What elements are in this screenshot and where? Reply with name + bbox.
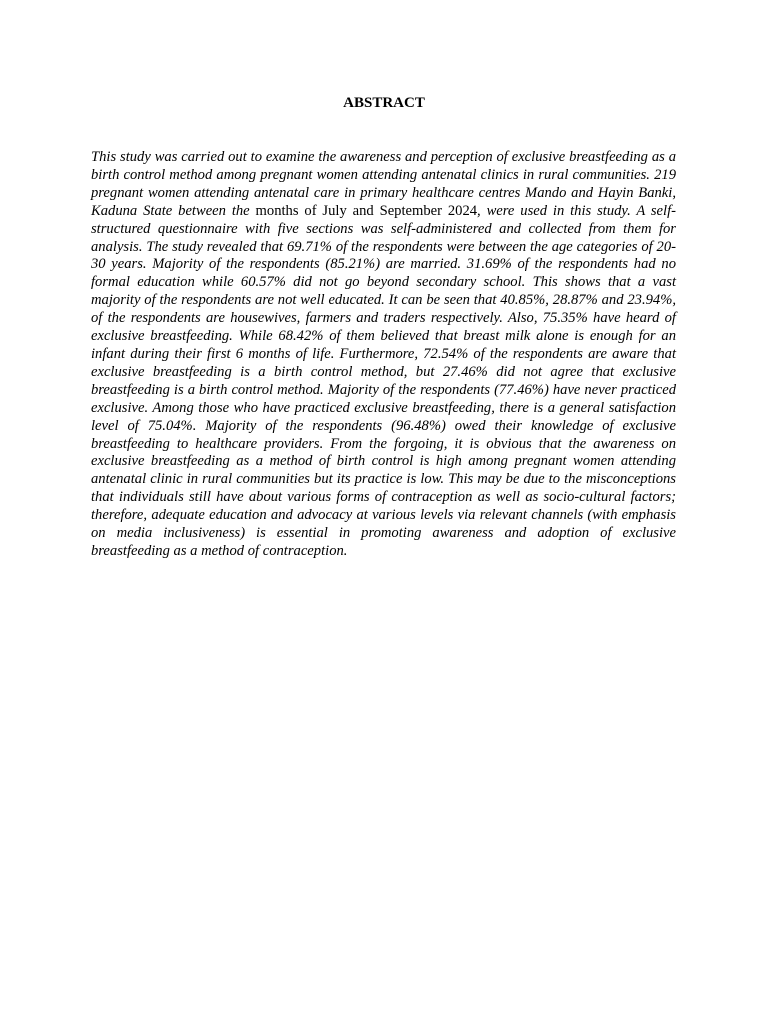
abstract-heading: ABSTRACT bbox=[343, 95, 425, 111]
abstract-text-dates: months of July and September 2024 bbox=[255, 202, 478, 219]
abstract-paragraph bbox=[91, 149, 676, 561]
abstract-text-part-2: , were used in this study. A self-structured questionnaire with five sections was self-administered and collected from them for analysis. The study revealed that 69.71% of the respondents were between the age categories of 20-30 years. Majority of the respondents (85.21%) are married. 31.69% of the respondents had no formal education while 60.57% did not go beyond secondary school. This shows that a vast majority of the respondents are not well educated. It can be seen that 40.85%, 28.87% and 23.94%, of the respondents are housewives, farmers and traders respectively. Also, 75.35% have heard of exclusive breastfeeding. While 68.42% of them believed that breast milk alone is enough for an infant during their first 6 months of life. Furthermore, 72.54% of the respondents are aware that exclusive breastfeeding is a birth control method, but 27.46% did not agree that exclusive breastfeeding is a birth control method. Majority of the respondents (77.46%) have never practiced exclusive. Among those who have practiced exclusive breastfeeding, there is a general satisfaction level of 75.04%. Majority of the respondents (96.48%) owed their knowledge of exclusive breastfeeding to healthcare providers. From the forgoing, it is obvious that the awareness on exclusive breastfeeding as a method of birth control is high among pregnant women attending antenatal clinic in rural communities but its practice is low. This may be due to the misconceptions that individuals still have about various forms of contraception as well as socio-cultural factors; therefore, adequate education and advocacy at various levels via relevant channels (with emphasis on media inclusiveness) is essential in promoting awareness and adoption of exclusive breastfeeding as a method of contraception. bbox=[91, 202, 676, 559]
abstract-text-part-1: This study was carried out to examine the awareness and perception of exclusive breastfeeding as a birth control method among pregnant women attending antenatal clinics in rural communities. 219 pregnant women attending antenatal care in primary healthcare centres Mando and Hayin Banki, Kaduna State between the bbox=[91, 149, 676, 219]
